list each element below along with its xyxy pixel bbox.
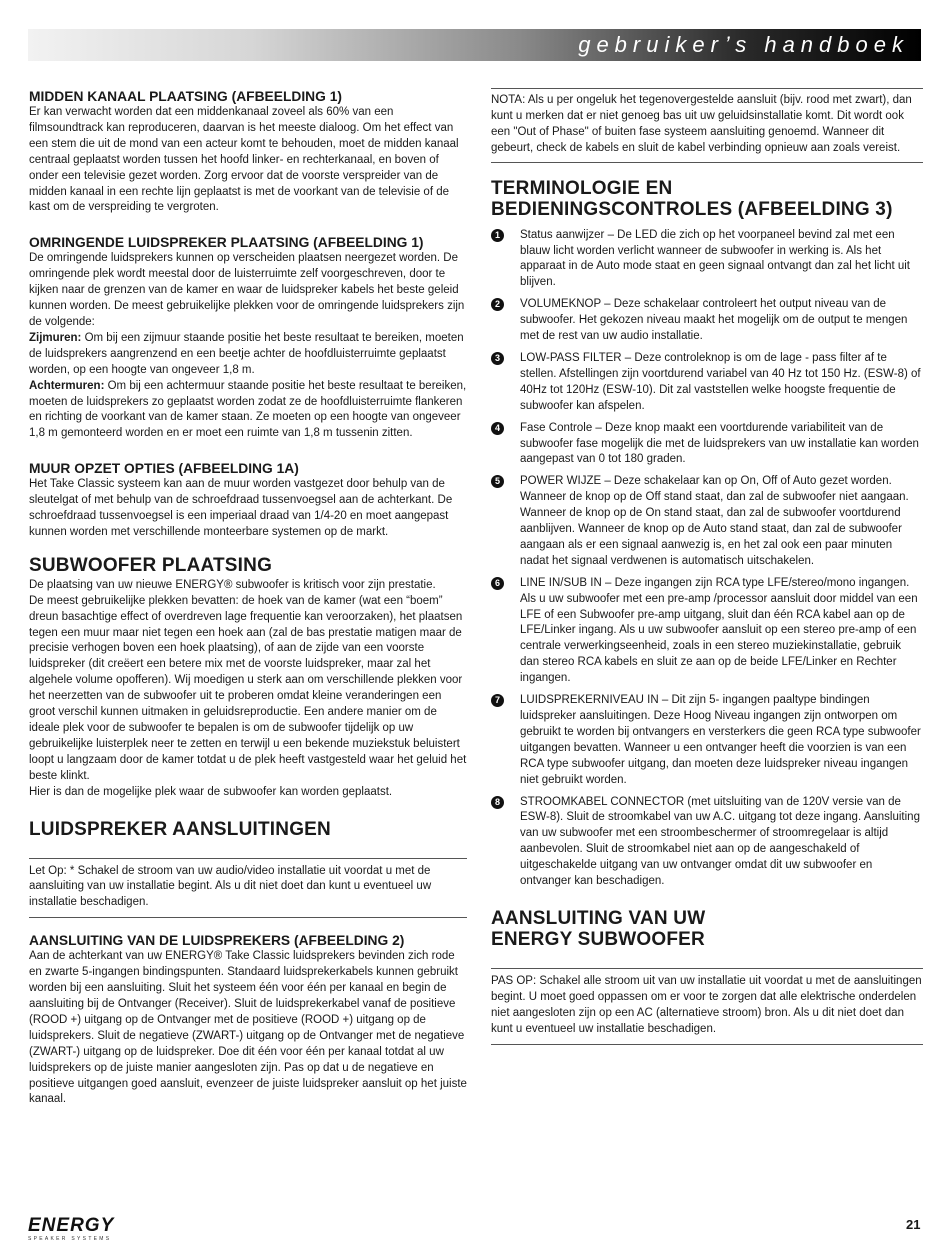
pas-op-note: PAS OP: Schakel alle stroom uit van uw installatie uit voordat u met de aansluitingen begint. U moet goed oppassen om er voor te zorgen dat alle elektrische onderdelen niet aangesloten zijn op een AC (alternatieve stroom) bron. Als u dit niet doet dan kunt u eventueel uw installatie beschadigen. (491, 968, 923, 1045)
subwoofer-body-2: De meest gebruikelijke plekken bevatten: de hoek van de kamer (wat een “boem” dreun basachtige effect of overdreven lage frequentie kan veroorzaken), het plaatsen tegen een muur maar niet tegen een hoek aan (zal de bas prestatie matigen maar de precisie verhogen boven een hoek plaatsing), of aan de zijde van een voorste luidspreker (dit creëert een betere mix met de voorste luidspreker, maar zal het algehele volume opofferen). Wij moedigen u sterk aan om verschillende plekken voor het neerzetten van de subwoofer uit te proberen omdat kleine veranderingen een groot verschil kunnen uitmaken in geluidsreproductie. Een andere manier om de ideale plek voor de subwoofer te bepalen is om de subwoofer tijdelijk op uw gebruikelijke luisterplek neer te zetten en terwijl u een bekende muziekstuk beluistert loopt u langzaam door de kamer totdat u de plek heeft vastgesteld waar het geluid het beste klinkt. (29, 594, 467, 782)
section-body-omringende: De omringende luidsprekers kunnen op verscheiden plaatsen neergezet worden. De omringende plek wordt meestal door de luisterruimte zelf voorgeschreven, door te kijken naar de grenzen van de kamer en waar de luidspreker kabels het beste geleid kunnen worden. De meest gebruikelijke plekken voor de omringende luidsprekers zijn de volgende: (29, 252, 465, 328)
header-bar (28, 29, 921, 61)
section-title-terminologie-2: BEDIENINGSCONTROLES (AFBEELDING 3) (491, 198, 893, 220)
energy-logo (28, 1216, 138, 1242)
header-title: gebruiker’s handboek (578, 32, 909, 57)
number-bullet: 7 (491, 694, 504, 707)
number-bullet: 6 (491, 577, 504, 590)
number-bullet: 5 (491, 475, 504, 488)
logo-wordmark: ENERGY (28, 1215, 115, 1236)
right-column (491, 88, 923, 1045)
logo-subtitle: SPEAKER SYSTEMS (28, 1236, 112, 1242)
section-title-aansluiting-luidsprekers: AANSLUITING VAN DE LUIDSPREKERS (AFBEELDING 2) (29, 933, 405, 949)
zijmuren-text: Om bij een zijmuur staande positie het beste resultaat te bereiken, moeten de luidsprekers aangrenzend en een beetje achter de hoofdluisterruimte geplaatst worden, op een hoogte van ongeveer 1,8 m. (29, 331, 464, 376)
subwoofer-body-1: De plaatsing van uw nieuwe ENERGY® subwoofer is kritisch voor zijn prestatie. (29, 578, 436, 591)
list-item-text: VOLUMEKNOP – Deze schakelaar controleert het output niveau van de subwoofer. Het gekozen niveau maakt het mogelijk om de output te mengen met de rest van uw audio installatie. (520, 298, 908, 343)
number-bullet: 2 (491, 298, 504, 311)
list-item-text: STROOMKABEL CONNECTOR (met uitsluiting van de 120V versie van de ESW-8). Sluit de stroomkabel van uw A.C. uitgang tot deze ingang. Aansluiting van uw subwoofer met een stroombeschermer of stroomregelaar is altijd aanbevolen. Sluit de stroomkabel niet aan op de aangeschakeld of uitgeschakelde uitgang van uw ontvanger omdat dit uw subwoofer en ontvanger kan beschadigen. (520, 795, 920, 888)
list-item (491, 297, 923, 345)
left-column (29, 88, 467, 1108)
section-title-muur: MUUR OPZET OPTIES (AFBEELDING 1A) (29, 461, 299, 477)
controls-list (491, 228, 923, 890)
section-title-midden: MIDDEN KANAAL PLAATSING (AFBEELDING 1) (29, 89, 342, 104)
number-bullet: 8 (491, 796, 504, 809)
number-bullet: 3 (491, 352, 504, 365)
section-body-midden: Er kan verwacht worden dat een middenkanaal zoveel als 60% van een filmsoundtrack kan reproduceren, daarvan is het meeste dialoog. Om het effect van een stem die uit de mond van een acteur komt te behouden, moet de midden kanaal centraal geplaatst worden tussen het hoofd linker- en rechterkanaal, en boven of onder een televisie gezet worden. Zorg ervoor dat de voorste verspreider van de midden kanaal in een rechte lijn geplaatst is met de voorkant van de televisie of de kast om de verspreiding te vergroten. (29, 106, 459, 214)
let-op-note: Let Op: * Schakel de stroom van uw audio/video installatie uit voordat u met de aansluiting van uw installatie begint. Als u dit niet doet dan kunt u eventueel uw installatie beschadigen. (29, 858, 467, 919)
section-title-subwoofer-plaatsing: SUBWOOFER PLAATSING (29, 554, 273, 576)
section-title-aansluiting-1: AANSLUITING VAN UW (491, 907, 706, 929)
achtermuren-text: Om bij een achtermuur staande positie het beste resultaat te bereiken, moeten de luidsprekers zo geplaatst worden zodat ze de hoofdluisterruimte flankeren en richting de voorkant van de kamer staan. Ze moeten op een hoogte van ongeveer 1,8 m gemonteerd worden en er moet een ruimte van 1,8 m tussenin zitten. (29, 379, 467, 440)
list-item (491, 474, 923, 569)
list-item-text: LOW-PASS FILTER – Deze controleknop is om de lage - pass filter af te stellen. Afstellingen zijn voortdurend variabel van 40 Hz tot 150 Hz. (ESW-8) of 40Hz tot 120Hz (ESW-10). Dit zal vaststellen welke hoogste frequentie de subwoofer kan afspelen. (520, 351, 921, 412)
list-item (491, 576, 923, 687)
list-item (491, 421, 923, 469)
list-item-text: LUIDSPREKERNIVEAU IN – Dit zijn 5- ingangen paaltype bindingen luidspreker aansluitingen. Deze Hoog Niveau ingangen zijn ontworpen om gebruikt te worden bij ontvangers en versterkers die geen RCA type subwoofer uitgangen bevatten. Wanneer u een ontvanger heeft die voorzien is van een RCA type subwoofer uitgang, dan moeten deze luidspreker niveau ingangen niet gebruikt worden. (520, 694, 921, 786)
list-item-text: POWER WIJZE – Deze schakelaar kan op On, Off of Auto gezet worden. Wanneer de knop op de Off stand staat, dan zal de subwoofer niet aangaan. Wanneer de knop op de On stand staat, dan zal de subwoofer voortdurend aanblijven. Wanneer de knop op de Auto stand staat, dan zal de subwoofer aangaan als er een signaal aanwezig is, en het zal ook een paar minuten nadat het signaal verdwenen is automatisch uitschakelen. (520, 475, 909, 567)
list-item-text: Fase Controle – Deze knop maakt een voortdurende variabiliteit van de subwoofer fase mogelijk die met de luidsprekers van uw installatie kan worden aangepast van 0 tot 180 graden. (520, 421, 919, 466)
nota-note: NOTA: Als u per ongeluk het tegenovergestelde aansluit (bijv. rood met zwart), dan kunt u merken dat er niet genoeg bas uit uw geluidsinstallatie komt. Dit wordt ook een "Out of Phase" of buiten fase systeem aansluiting genoemd. Wanneer dit gebeurt, check de kabels en sluit de kabel verbinding opnieuw aan zoals vereist. (491, 88, 923, 163)
list-item-text: LINE IN/SUB IN – Deze ingangen zijn RCA type LFE/stereo/mono ingangen. Als u uw subwoofer met een pre-amp /processor aansluit door middel van een LFE of een Subwoofer pre-amp uitgang, sluit dan één RCA kabel aan op de LFE/Linker ingang. Als u uw subwoofer aansluit op een stereo pre-amp of een centrale verwerkingseenheid, zoals in een stereo muziekinstallatie, gebruik dan stereo RCA kabels en sluit ze aan op de beide LFE/Linker en Rechter ingangen. (520, 576, 918, 685)
section-title-aansluiting-2: ENERGY SUBWOOFER (491, 928, 705, 950)
number-bullet: 1 (491, 229, 504, 242)
zijmuren-label: Zijmuren: (29, 331, 82, 344)
section-body-aansluiting-luidsprekers: Aan de achterkant van uw ENERGY® Take Classic luidsprekers bevinden zich rode en zwarte 5-ingangen bindingspunten. Standaard luidsprekerkabels kunnen gebruikt worden bij een aansluiting. Sluit het systeem één voor één per kanaal en begin de aansluiting bij de Ontvanger (Receiver). Sluit de luidsprekerkabel vanaf de positieve (ROOD +) uitgang op de Ontvanger met de positieve (ROOD +) uitgang op de luidsprekers. Sluit de negatieve (ZWART-) uitgang op de Ontvanger met de negatieve (ZWART-) uitgang op de luidspreker. Doe dit één voor één per kanaal totdat al uw luidsprekers op de juiste manier aangesloten zijn. Pas op dat u de negatieve en positieve uitgangen goed aansluit, evenzeer de juiste luidspreker aansluit op het juiste kanaal. (29, 950, 467, 1106)
achtermuren-paragraph (29, 379, 467, 443)
section-title-terminologie-1: TERMINOLOGIE EN (491, 177, 673, 199)
list-item (491, 795, 923, 890)
list-item-text: Status aanwijzer – De LED die zich op het voorpaneel bevind zal met een blauw licht worden verlicht wanneer de subwoofer in werking is. Als het apparaat in de Auto mode staat en geen signaal ontvangt dan zal het licht uit blijven. (520, 228, 911, 289)
subwoofer-body-3: Hier is dan de mogelijke plek waar de subwoofer kan worden geplaatst. (29, 785, 393, 798)
page-number: 21 (906, 1217, 921, 1232)
zijmuren-paragraph (29, 331, 467, 379)
section-body-muur: Het Take Classic systeem kan aan de muur worden vastgezet door behulp van de sleutelgat of met behulp van de schroefdraad tussenvoegsel aan de achterkant. De schroefdraad tussenvoegsel is een imperiaal draad van 1/4-20 en moet aangepast kunnen worden met verschillende monteerbare systemen op de markt. (29, 478, 453, 538)
list-item (491, 228, 923, 292)
list-item (491, 693, 923, 788)
section-title-aansluitingen: LUIDSPREKER AANSLUITINGEN (29, 818, 331, 840)
achtermuren-label: Achtermuren: (29, 379, 105, 392)
section-title-omringende: OMRINGENDE LUIDSPREKER PLAATSING (AFBEELDING 1) (29, 235, 424, 251)
list-item (491, 351, 923, 415)
number-bullet: 4 (491, 422, 504, 435)
